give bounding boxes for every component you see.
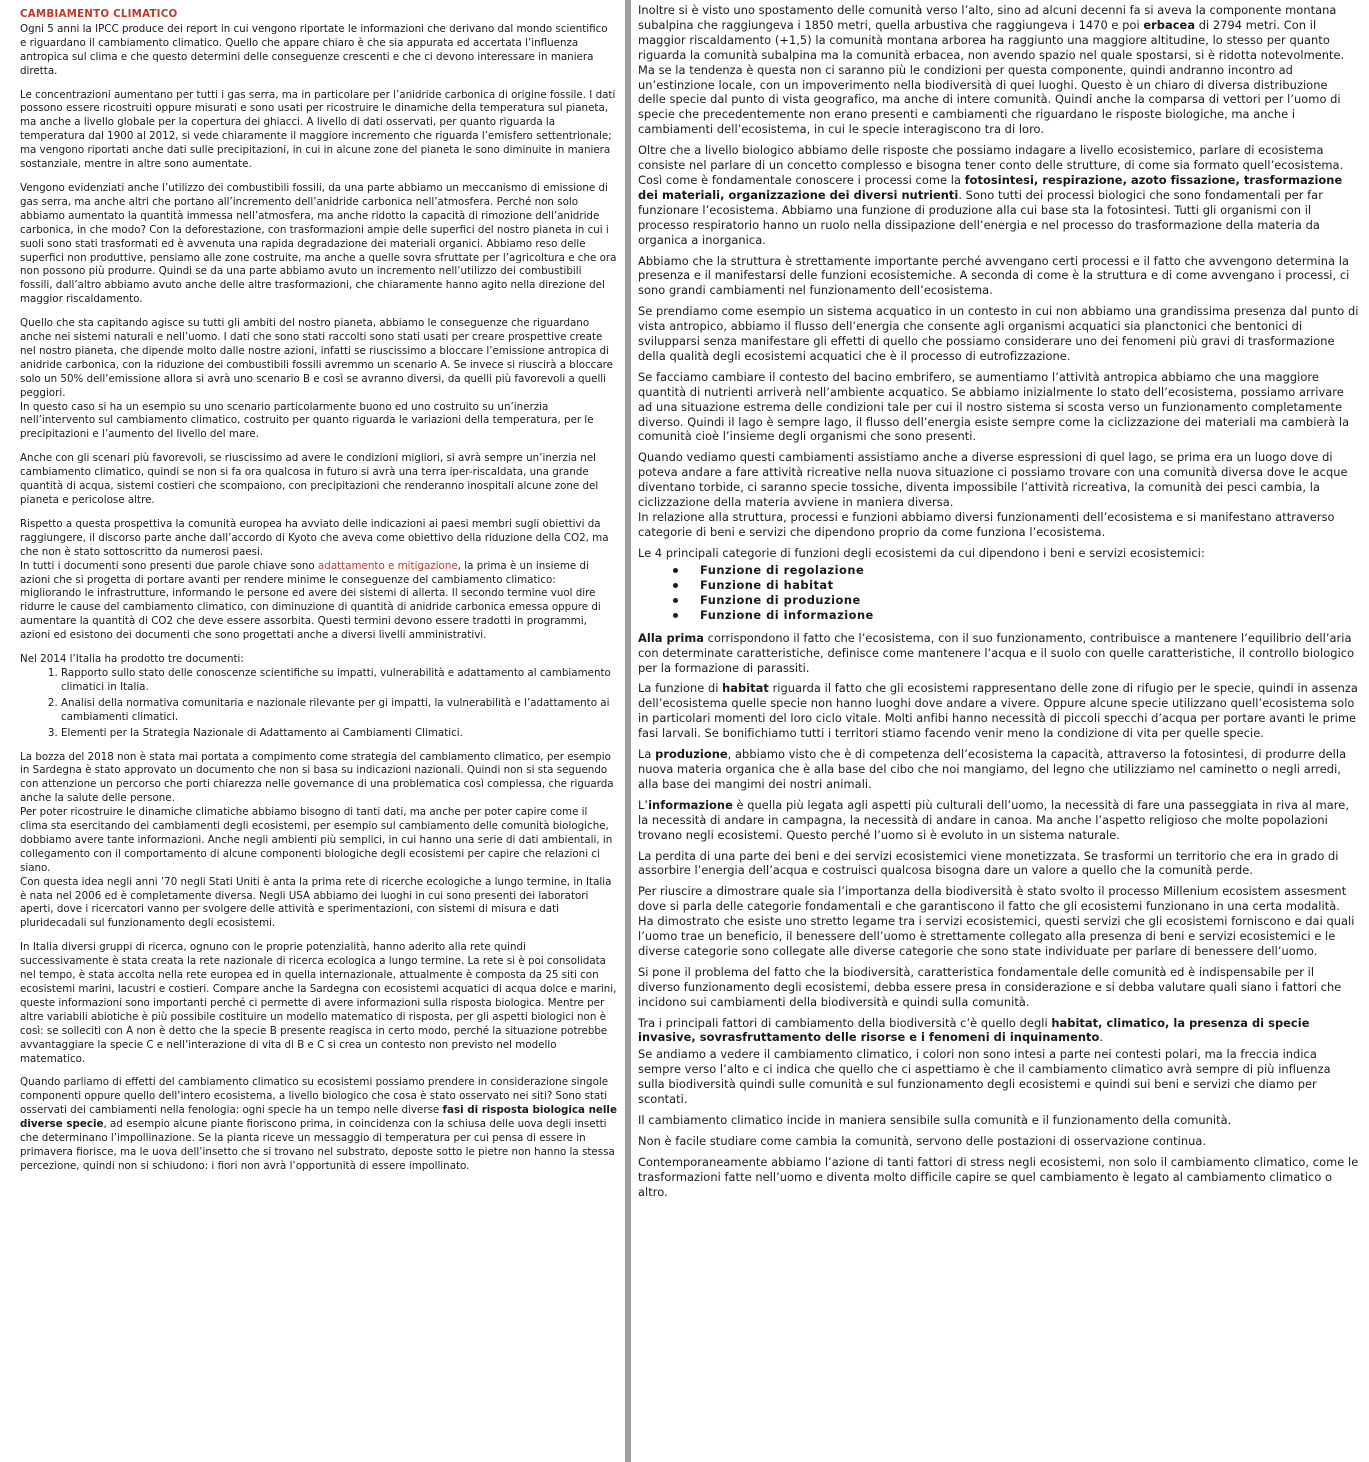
text-span: Tra i principali fattori di cambiamento della biodiversità c’è quello degli bbox=[638, 1015, 1052, 1030]
text-span: Oltre che a livello biologico abbiamo delle risposte che possiamo indagare a livello ecosistemico, parlare di ecosistema consiste nel parlare di un concetto complesso e bisogna tener conto delle strutture, di come sia formato quell’ecosistema. Così come è fondamentale conoscere i processi come la bbox=[638, 143, 1344, 187]
paragraph: Nel 2014 l’Italia ha prodotto tre documenti: bbox=[20, 653, 244, 666]
list-item: Funzione di informazione bbox=[700, 608, 1359, 623]
paragraph: In Italia diversi gruppi di ricerca, ognuno con le proprie potenzialità, hanno aderito alla rete quindi successivamente è stata creata la rete nazionale di ricerca ecologica a lungo termine. La rete si è poi consolidata nel tempo, è stata accolta nella rete europea ed in quella internazionale, attualmente è composta da 25 siti con ecosistemi marini, lacustri e costieri. Compare anche la Sardegna con ecosistemi acquatici di acqua dolce e marini, queste informazioni sono importanti perché ci permette di avere informazioni sulla risposta biologica. Mentre per altre variabili abiotiche è più possibile costituire un modello matematico di risposta, per gli aspetti biologici non è così: se solleciti con A non è detto che la specie B presente reagisca in certo modo, perché la situazione potrebbe avvantaggiare la specie C e nell’interazione di vita di B e C si crea un contesto non previsto nel modello matematico. bbox=[20, 941, 617, 1065]
text-span: . Sono tutti dei processi biologici che sono fondamentali per far funzionare l’ecosistema. Abbiamo una funzione di produzione alla cui base sta la fotosintesi. Tutti gli organismi con il processo respiratorio hanno un ruolo nella dissipazione dell’energia e nel processo do trasformazione della materia da organica a inorganica. bbox=[638, 187, 1323, 247]
list-item: 1. Rapporto sullo stato delle conoscenze scientifiche su impatti, vulnerabilità e adattamento al cambiamento climatici in Italia. bbox=[61, 667, 617, 695]
text-span: . bbox=[1099, 1030, 1104, 1045]
bold-text: produzione bbox=[655, 747, 728, 762]
paragraph: Le 4 principali categorie di funzioni degli ecosistemi da cui dipendono i beni e servizi ecosistemici: bbox=[638, 545, 1205, 560]
list-item: Funzione di habitat bbox=[700, 578, 1359, 593]
paragraph: Quando vediamo questi cambiamenti assistiamo anche a diverse espressioni di quel lago, se prima era un luogo dove di poteva andare a fare attività ricreative nella nuova situazione ci possiamo trovare con una comunità diversa dove le acque diventano torbide, ci saranno specie tossiche, diventa impossibile l’attività ricreativa, la comunità dei pesci cambia, la ciclizzazione della materia avviene in maniera diversa. bbox=[638, 450, 1348, 510]
list-item: Funzione di regolazione bbox=[700, 563, 1359, 578]
paragraph: Per riuscire a dimostrare quale sia l’importanza della biodiversità è stato svolto il processo Millenium ecosistem assesment dove si parla delle categorie fondamentali e che garantiscono il fatto che gli ecosistemi funzionano in una certa modalità. Ha dimostrato che esiste uno stretto legame tra i servizi ecosistemici, questi servizi che gli ecosistemi forniscono e dai quali l’uomo trae un beneficio, il benessere dell’uomo è strettamente collegato alla presenza di beni e servizi ecosistemici e le diverse categorie sono collegate alle diverse categorie che sono state individuate per parlare di benessere dell’uomo. bbox=[638, 884, 1355, 958]
list-item: 3. Elementi per la Strategia Nazionale di Adattamento ai Cambiamenti Climatici. bbox=[61, 727, 617, 741]
paragraph bbox=[638, 3, 1359, 137]
text-span: , la prima è un insieme di azioni che si progetta di portare avanti per rendere minime le conseguenze del cambiamento climatico: migliorando le infrastrutture, informando le persone ed avere dei sistemi di allerta. Il secondo termine vuol dire ridurre le cause del cambiamento climatico, con diminuzione di quantità di anidride carbonica emessa oppure di aumentare la quantità di CO2 che deve essere assorbita. Questi termini devono essere tradotti in programmi, azioni ed esistono dei documenti che sono progettati anche a diversi livelli amministrativi. bbox=[20, 559, 601, 642]
text-span: e bbox=[384, 559, 398, 572]
keyword-adattamento: adattamento bbox=[317, 559, 385, 572]
paragraph: Se facciamo cambiare il contesto del bacino embrifero, se aumentiamo l’attività antropica abbiamo che una maggiore quantità di nutrienti arriverà nell’ambiente acquatico. Se abbiamo inizialmente lo stato dell’ecosistema, possiamo arrivare ad una situazione estrema delle condizioni tale per cui il nostro sistema si scosta verso un funzionamento completamente diverso. Quindi il lago è sempre lago, il flusso dell’energia esiste sempre come la ciclizzazione dei materiali ma cambierà la comunità cioè l’insieme degli organismi che sono presenti. bbox=[638, 369, 1350, 444]
list-item: Funzione di produzione bbox=[700, 593, 1359, 608]
paragraph: Anche con gli scenari più favorevoli, se riuscissimo ad avere le condizioni migliori, si avrà sempre un’inerzia nel cambiamento climatico, quindi se non si fa ora qualcosa in futuro si avrà una terra iper-riscaldata, una grande quantità di acqua, sistemi costieri che scompaiono, con precipitazioni che renderanno inospitali alcune zone del pianeta e pericolose altre. bbox=[20, 452, 599, 506]
bold-text: fasi di risposta biologica nelle diverse specie bbox=[20, 1104, 617, 1131]
paragraph: Con questa idea negli anni ’70 negli Stati Uniti è anta la prima rete di ricerche ecologiche a lungo termine, in Italia è nata nel 2006 ed è completamente diversa. Negli USA abbiamo dei luoghi in cui sono presenti dei laboratori aperti, dove i ricercatori vanno per svolgere delle attività e sperimentazioni, con sistemi di misura e dati pluridecadali sul funzionamento degli ecosistemi. bbox=[20, 875, 612, 930]
paragraph: Si pone il problema del fatto che la biodiversità, caratteristica fondamentale delle comunità ed è indispensabile per il diverso funzionamento degli ecosistemi, debba essere presa in considerazione e si debba valutare quali siano i fattori che incidono sui cambiamenti della biodiversità e quindi sulla comunità. bbox=[638, 964, 1342, 1009]
right-column bbox=[631, 0, 1369, 1462]
bold-text: habitat bbox=[722, 681, 769, 696]
keyword-mitigazione: mitigazione bbox=[397, 559, 458, 572]
bold-text: Alla prima bbox=[638, 630, 705, 645]
paragraph: Per poter ricostruire le dinamiche climatiche abbiamo bisogno di tanti dati, ma anche per poter capire come il clima sta esercitando dei cambiamenti degli ecosistemi, per esempio sul cambiamento delle comunità biologiche, dobbiamo avere tante informazioni. Anche negli ambienti più semplici, in cui hanno una serie di dati ambientali, in collegamento con il comportamento di alcune componenti biologiche degli ecosistemi per capire che relazioni ci siano. bbox=[20, 806, 613, 874]
paragraph: Se andiamo a vedere il cambiamento climatico, i colori non sono intesi a parte nei contesti polari, ma la freccia indica sempre verso l’alto e ci indica che quello che ci aspettiamo è che il cambiamento climatico avrà sempre di più influenza sulla biodiversità quindi sulle comunità e sul funzionamento degli ecosistemi e quindi sui beni e servizi che diamo per scontati. bbox=[638, 1047, 1331, 1107]
paragraph: Il cambiamento climatico incide in maniera sensibile sulla comunità e il funzionamento della comunità. bbox=[638, 1113, 1232, 1127]
paragraph bbox=[638, 143, 1359, 247]
paragraph: Se prendiamo come esempio un sistema acquatico in un contesto in cui non abbiamo una grandissima presenza dal punto di vista antropico, abbiamo il flusso dell’energia che consente agli organismi acquatici sia planctonici che bentonici di svilupparsi senza manifestare gli effetti di quello che possiamo considerare uno dei fenomeni più gravi di trasformazione della qualità degli ecosistemi acquatici che è il processo di eutrofizzazione. bbox=[638, 304, 1359, 363]
text-span: La funzione di bbox=[638, 681, 723, 696]
left-column bbox=[0, 0, 625, 1462]
text-span: Inoltre si è visto uno spostamento delle comunità verso l’alto, sino ad alcuni decenni fa si aveva la componente montana subalpina che raggiungeva i 1850 metri, quella arbustiva che raggiungeva i 1470 e poi bbox=[638, 3, 1337, 32]
documents-list bbox=[20, 667, 617, 741]
bold-text: habitat, climatico, la presenza di specie invasive, sovrasfruttamento delle risorse e i fenomeni di inquinamento bbox=[638, 1015, 1310, 1045]
list-item: 2. Analisi della normativa comunitaria e nazionale rilevante per gi impatti, la vulnerabilità e l’adattamento ai cambiamenti climatici. bbox=[61, 697, 617, 725]
paragraph: In questo caso si ha un esempio su uno scenario particolarmente buono ed uno costruito su un’inerzia nell’intervento sul cambiamento climatico, costruito per quanto riguarda le variazioni della temperatura, per le precipitazioni e l’aumento del livello del mare. bbox=[20, 400, 594, 441]
paragraph: Rispetto a questa prospettiva la comunità europea ha avviato delle indicazioni ai paesi membri sugli obiettivi da raggiungere, il discorso parte anche dall’accordo di Kyoto che aveva come obiettivo della riduzione della CO2, ma che non è stato sottoscritto da numerosi paesi. bbox=[20, 517, 609, 558]
paragraph bbox=[638, 747, 1359, 792]
paragraph bbox=[638, 1016, 1359, 1046]
paragraph: La perdita di una parte dei beni e dei servizi ecosistemici viene monetizzata. Se trasformi un territorio che era in grado di assorbire l’energia dell’acqua e costruisci qualcosa bisogna dare un valore a quello che la comunità perde. bbox=[638, 848, 1339, 878]
paragraph bbox=[20, 1076, 617, 1173]
text-span: La bbox=[638, 747, 656, 762]
paragraph bbox=[638, 798, 1359, 843]
text-span: , ad esempio alcune piante fioriscono prima, in coincidenza con la schiusa delle uova degli insetti che determinano l’impollinazione. Se la pianta riceve un messaggio di temperatura per cui pensa di essere in primavera fiorisce, ma le uova dell’insetto che si trovano nel substrato, deposte sotto le pietre non hanno la stessa percezione, quindi non si schiudono: i fiori non avrà l’opportunità di essere impollinato. bbox=[20, 1118, 615, 1172]
text-span: In tutti i documenti sono presenti due parole chiave sono bbox=[20, 559, 318, 572]
paragraph bbox=[20, 560, 617, 643]
bold-text: informazione bbox=[648, 797, 733, 812]
bold-text: erbacea bbox=[1143, 17, 1196, 32]
text-span: di 2794 metri. Con il maggior riscaldamento (+1,5) la comunità montana arborea ha raggiunto una maggiore altitudine, lo stesso per quanto riguarda la comunità subalpina ma la comunità erbacea, non avendo spazio nel quale spostarsi, si è ridotta notevolmente. Ma se la tendenza è questa non ci saranno più le condizioni per questa componente, quindi andranno incontro ad un’estinzione locale, con un impoverimento nella biodiversità di quei luoghi. Questo è un chiaro di diversa distribuzione delle specie dal punto di vista geografico, ma anche di intere comunità. Quindi anche la comparsa di vettori per l’uomo di specie che precedentemente non erano presenti e cambiamenti che riguardano le risposte biologiche, ma anche i cambiamenti dell’ecosistema, in cui le specie interagiscono tra di loro. bbox=[638, 17, 1345, 137]
bold-text: fotosintesi, respirazione, azoto fissazione, trasformazione dei materiali, organizzazione dei diversi nutrienti bbox=[638, 172, 1343, 202]
text-span: è quella più legata agli aspetti più culturali dell’uomo, la necessità di fare una passeggiata in riva al mare, la necessità di andare in campagna, la necessità di andare in canoa. Ma anche l’aspetto religioso che molte popolazioni trovano negli ecosistemi. Questo perché l’uomo si è evoluto in un sistema naturale. bbox=[638, 797, 1349, 842]
text-span: riguarda il fatto che gli ecosistemi rappresentano delle zone di rifugio per le specie, quindi in assenza dell’ecosistema quelle specie non hanno luoghi dove andare a vivere. Oppure alcune specie utilizzano quell’ecosistema solo in particolari momenti del loro ciclo vitale. Molti anfibi hanno necessità di piccoli specchi d’acqua per portare avanti le prime fasi larvali. Se bonifichiamo tutti i territori stiamo facendo venir meno la condizione di vita per quelle specie. bbox=[638, 681, 1358, 741]
paragraph: Non è facile studiare come cambia la comunità, servono delle postazioni di osservazione continua. bbox=[638, 1133, 1207, 1148]
functions-list bbox=[638, 563, 1359, 623]
paragraph: Contemporaneamente abbiamo l’azione di tanti fattori di stress negli ecosistemi, non solo il cambiamento climatico, come le trasformazioni fatte nell’uomo e diventa molto difficile capire se quel cambiamento è legato al cambiamento climatico o altro. bbox=[638, 1154, 1359, 1199]
text-span: L’ bbox=[638, 797, 649, 812]
text-span: , abbiamo visto che è di competenza dell’ecosistema la capacità, attraverso la fotosintesi, di produrre della nuova materia organica che è alla base del cibo che noi mangiamo, del legno che utilizziamo nel caminetto o negli arredi, alla base dei mangimi dei nostri animali. bbox=[638, 747, 1347, 791]
page-title: CAMBIAMENTO CLIMATICO bbox=[20, 8, 178, 20]
paragraph bbox=[638, 681, 1359, 741]
paragraph: Ogni 5 anni la IPCC produce dei report in cui vengono riportate le informazioni che derivano dal mondo scientifico e riguardano il cambiamento climatico. Quello che appare chiaro è che sia appurata ed accertata l’influenza antropica sul clima e che questo determini delle conseguenze crescenti e che ci devono interessare in maniera diretta. bbox=[20, 22, 608, 77]
text-span: Quando parliamo di effetti del cambiamento climatico su ecosistemi possiamo prendere in considerazione singole componenti oppure quello dell’intero ecosistema, a livello biologico che cosa è stato osservato nei siti? Sono stati osservati dei cambiamenti nella fenologia: ogni specie ha un tempo nelle diverse bbox=[20, 1076, 609, 1117]
paragraph: Abbiamo che la struttura è strettamente importante perché avvengano certi processi e il fatto che avvengono determina la presenza e il manifestarsi delle funzioni ecosistemiche. A seconda di come è la struttura e di come avvengano i processi, ci sono grandi cambiamenti nel funzionamento dell’ecosistema. bbox=[638, 253, 1350, 298]
paragraph: La bozza del 2018 non è stata mai portata a compimento come strategia del cambiamento climatico, per esempio in Sardegna è stato approvato un documento che non si basa su indicazioni nazionali. Quindi non si sta seguendo con attenzione un percorso che porti chiarezza nelle governance di una problematica così complessa, che riguarda anche la salute delle persone. bbox=[20, 750, 614, 805]
paragraph: Vengono evidenziati anche l’utilizzo dei combustibili fossili, da una parte abbiamo un meccanismo di emissione di gas serra, ma anche altri che portano all’incremento dell’anidride carbonica nell’atmosfera. Perché non solo abbiamo aumentato la quantità immessa nell’atmosfera, ma anche ridotto la capacità di rimozione dell’anidride carbonica, in che modo? Con la deforestazione, con trasformazioni ampie delle superfici del nostro pianeta in cui i suoli sono stati trasformati ed è avvenuta una rapida degradazione dei materiali organici. Abbiamo reso delle superfici non produttive, pensiamo alle zone costruite, ma anche a quelle sovra sfruttate per l’agricoltura e che ora non possono più produrre. Quindi se da una parte abbiamo avuto un incremento nell’utilizzo dei combustibili fossili, dall’altro abbiamo avuto anche delle altre trasformazioni, che chiaramente hanno agito nella direzione del maggior riscaldamento. bbox=[20, 181, 617, 306]
text-span: corrispondono il fatto che l’ecosistema, con il suo funzionamento, contribuisce a mantenere l’equilibrio dell’aria con determinate caratteristiche, definisce come mantenere l’acqua e il suolo con quelle caratteristiche, il controllo biologico per la formazione di parassiti. bbox=[638, 630, 1355, 675]
paragraph: Le concentrazioni aumentano per tutti i gas serra, ma in particolare per l’anidride carbonica di origine fossile. I dati possono essere ricostruiti oppure misurati e sono usati per ricostruire le dinamiche della temperatura sul pianeta, ma anche a livello globale per la copertura dei ghiacci. A livello di dati osservati, per quanto riguarda la temperatura dal 1900 al 2012, si vede chiaramente il maggiore incremento che riguarda l’emisfero settentrionale; ma vengono riportati anche dati sulle precipitazioni, in cui in alcune zone del pianeta le sono diminuite in maniera sostanziale, mentre in altre sono aumentate. bbox=[20, 88, 616, 171]
paragraph bbox=[638, 631, 1359, 676]
paragraph: Quello che sta capitando agisce su tutti gli ambiti del nostro pianeta, abbiamo le conseguenze che riguardano anche nei sistemi naturali e nell’uomo. I dati che sono stati raccolti sono stati usati per creare prospettive create nel nostro pianeta, che dipende molto dalle nostre azioni, infatti se riuscissimo a bloccare l’emissione antropica di anidride carbonica, con la riduzione dei combustibili fossili avremmo un scenario A. Se invece si riuscirà a bloccare solo un 50% dell’emissione allora si avrà uno scenario B e così se avranno diversi, da quelli più favorevoli a quelli peggiori. bbox=[20, 317, 613, 399]
paragraph: In relazione alla struttura, processi e funzioni abbiamo diversi funzionamenti dell’ecosistema e si manifestano attraverso categorie di beni e servizi che dipendono proprio da come funziona l’ecosistema. bbox=[638, 510, 1335, 539]
